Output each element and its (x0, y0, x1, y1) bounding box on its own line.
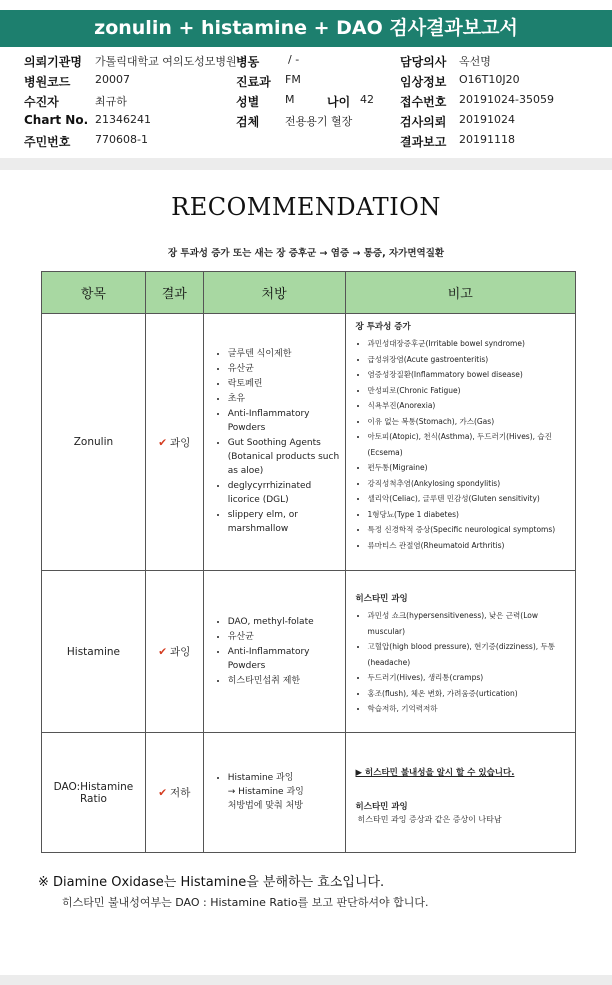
receipt-value: 20191024-35059 (459, 93, 554, 106)
clinical-value: O16T10J20 (459, 73, 520, 86)
checkmark-icon: ✔ (158, 646, 168, 658)
footer-note: ※ Diamine Oxidase는 Histamine을 분해하는 효소입니다. (38, 875, 385, 890)
rx-line: → Histamine 과잉 (227, 787, 304, 797)
list-item: • 과민성 쇼크(hypersensitiveness), 낮은 근력(Low muscular) (368, 608, 571, 639)
checkmark-icon: ✔ (158, 787, 168, 799)
row-remarks (345, 733, 575, 853)
row-remarks (345, 314, 575, 571)
footer-subnote: 히스타민 불내성여부는 DAO : Histamine Ratio를 보고 판단하셔야 합니다. (62, 896, 429, 909)
list-item: • Gut Soothing Agents (Botanical products such as aloe) (228, 436, 345, 478)
list-item: • 고혈압(high blood pressure), 현기증(dizziness), 두통(headache) (368, 639, 571, 670)
dept-value: FM (285, 73, 301, 86)
ward-label: 병동 (236, 55, 260, 69)
row-prescription (203, 571, 345, 733)
patient-info (0, 53, 612, 151)
row-item: Histamine (42, 571, 146, 733)
header-item: 항목 (42, 272, 146, 314)
intolerance-alert: ▶ 히스타민 불내성을 알시 할 수 있습니다. (355, 768, 515, 778)
list-item: • 강직성척추염(Ankylosing spondylitis) (368, 476, 571, 492)
bottom-band (0, 975, 612, 985)
chart-value: 21346241 (95, 113, 151, 126)
note-text: 히스타민 과잉 증상과 같은 증상이 나타남 (357, 815, 502, 824)
dept-label: 진료과 (236, 75, 271, 89)
recommendation-subtitle: 장 투과성 증가 또는 새는 장 증후군 → 염증 → 통증, 자가면역질환 (167, 248, 445, 259)
recommendation-title: RECOMMENDATION (171, 193, 441, 221)
list-item: • 급성위장염(Acute gastroenteritis) (368, 352, 571, 368)
ward-value: / - (288, 53, 300, 66)
institution-label: 의뢰기관명 (24, 55, 82, 69)
list-item: • 락토페린 (228, 377, 345, 391)
list-item: • 히스타민섭취 제한 (228, 674, 345, 688)
list-item: • 셀리악(Celiac), 글루텐 민감성(Gluten sensitivity) (368, 491, 571, 507)
list-item: • deglycyrrhizinated licorice (DGL) (228, 479, 345, 507)
list-item: • DAO, methyl-folate (228, 615, 345, 629)
sex-value: M (285, 93, 295, 106)
checkmark-icon: ✔ (158, 436, 168, 449)
specimen-value: 전용용기 혈장 (285, 115, 353, 128)
sex-label: 성별 (236, 95, 260, 109)
list-item: • 편두통(Migraine) (368, 460, 571, 476)
list-item: • 식욕부진(Anorexia) (368, 398, 571, 414)
table-row (42, 314, 576, 571)
header-prescription: 처방 (203, 272, 345, 314)
list-item: • Anti-Inflammatory Powders (228, 407, 345, 435)
age-label: 나이 (327, 95, 351, 109)
clinical-label: 임상정보 (400, 75, 447, 89)
list-item (228, 771, 345, 813)
report-title: zonulin + histamine + DAO 검사결과보고서 (0, 10, 612, 47)
receipt-label: 접수번호 (400, 95, 447, 109)
report-date-label: 결과보고 (400, 135, 447, 149)
rx-line: 처방법에 맞춰 처방 (227, 801, 303, 811)
list-item: • 염증성장질환(Inflammatory bowel disease) (368, 367, 571, 383)
recommendation-table (41, 271, 576, 853)
institution-value: 가톨릭대학교 여의도성모병원 (95, 55, 237, 68)
request-label: 검사의뢰 (400, 115, 447, 129)
patient-value: 최규하 (95, 95, 127, 108)
list-item: • 아토피(Atopic), 천식(Asthma), 두드러기(Hives), 습진(Ecsema) (368, 429, 571, 460)
rrn-value: 770608-1 (95, 133, 148, 146)
note-heading: 장 투과성 증가 (355, 322, 411, 332)
list-item: • Anti-Inflammatory Powders (228, 645, 345, 673)
hospital-code-label: 병원코드 (24, 75, 71, 89)
table-row (42, 571, 576, 733)
result-text: 과잉 (170, 646, 191, 658)
result-text: 과잉 (170, 436, 191, 449)
hospital-code-value: 20007 (95, 73, 130, 86)
list-item: • 두드러기(Hives), 생리통(cramps) (368, 670, 571, 686)
note-heading: 히스타민 과잉 (355, 594, 408, 605)
result-text: 저하 (170, 787, 191, 799)
list-item: • slippery elm, or marshmallow (228, 508, 345, 536)
list-item: • 과민성대장증후군(Irritable bowel syndrome) (368, 336, 571, 352)
row-remarks (345, 571, 575, 733)
note-heading: 히스타민 과잉 (355, 802, 408, 812)
row-result (145, 314, 203, 571)
list-item: • 초유 (228, 392, 345, 406)
table-row (42, 733, 576, 853)
row-prescription (203, 314, 345, 571)
chart-label: Chart No. (24, 113, 89, 127)
age-value: 42 (360, 93, 374, 106)
doctor-label: 담당의사 (400, 55, 447, 69)
list-item: • 이유 없는 복통(Stomach), 가스(Gas) (368, 414, 571, 430)
row-item: Zonulin (42, 314, 146, 571)
list-item: • 류마티스 관절염(Rheumatoid Arthritis) (368, 538, 571, 554)
list-item: • 유산균 (228, 630, 345, 644)
row-prescription (203, 733, 345, 853)
list-item: • 만성피로(Chronic Fatigue) (368, 383, 571, 399)
divider-band (0, 158, 612, 170)
specimen-label: 검체 (236, 115, 260, 129)
list-item: • 글루텐 식이제한 (228, 347, 345, 361)
list-item: • 홍조(flush), 체온 변화, 가려움증(urtication) (368, 686, 571, 702)
patient-label: 수진자 (24, 95, 59, 109)
doctor-value: 옥선명 (459, 55, 491, 68)
report-date-value: 20191118 (459, 133, 515, 146)
list-item: • 유산균 (228, 362, 345, 376)
list-item: • 특정 신경학적 증상(Specific neurological symptoms) (368, 522, 571, 538)
rrn-label: 주민번호 (24, 135, 71, 149)
list-item: • 학습저하, 기억력저하 (368, 701, 571, 717)
row-item: DAO:Histamine Ratio (42, 733, 146, 853)
header-remarks: 비고 (345, 272, 575, 314)
row-result (145, 733, 203, 853)
table-header-row (42, 272, 576, 314)
rx-line: Histamine 과잉 (227, 773, 294, 783)
list-item: • 1형당뇨(Type 1 diabetes) (368, 507, 571, 523)
header-result: 결과 (145, 272, 203, 314)
request-value: 20191024 (459, 113, 515, 126)
row-result (145, 571, 203, 733)
